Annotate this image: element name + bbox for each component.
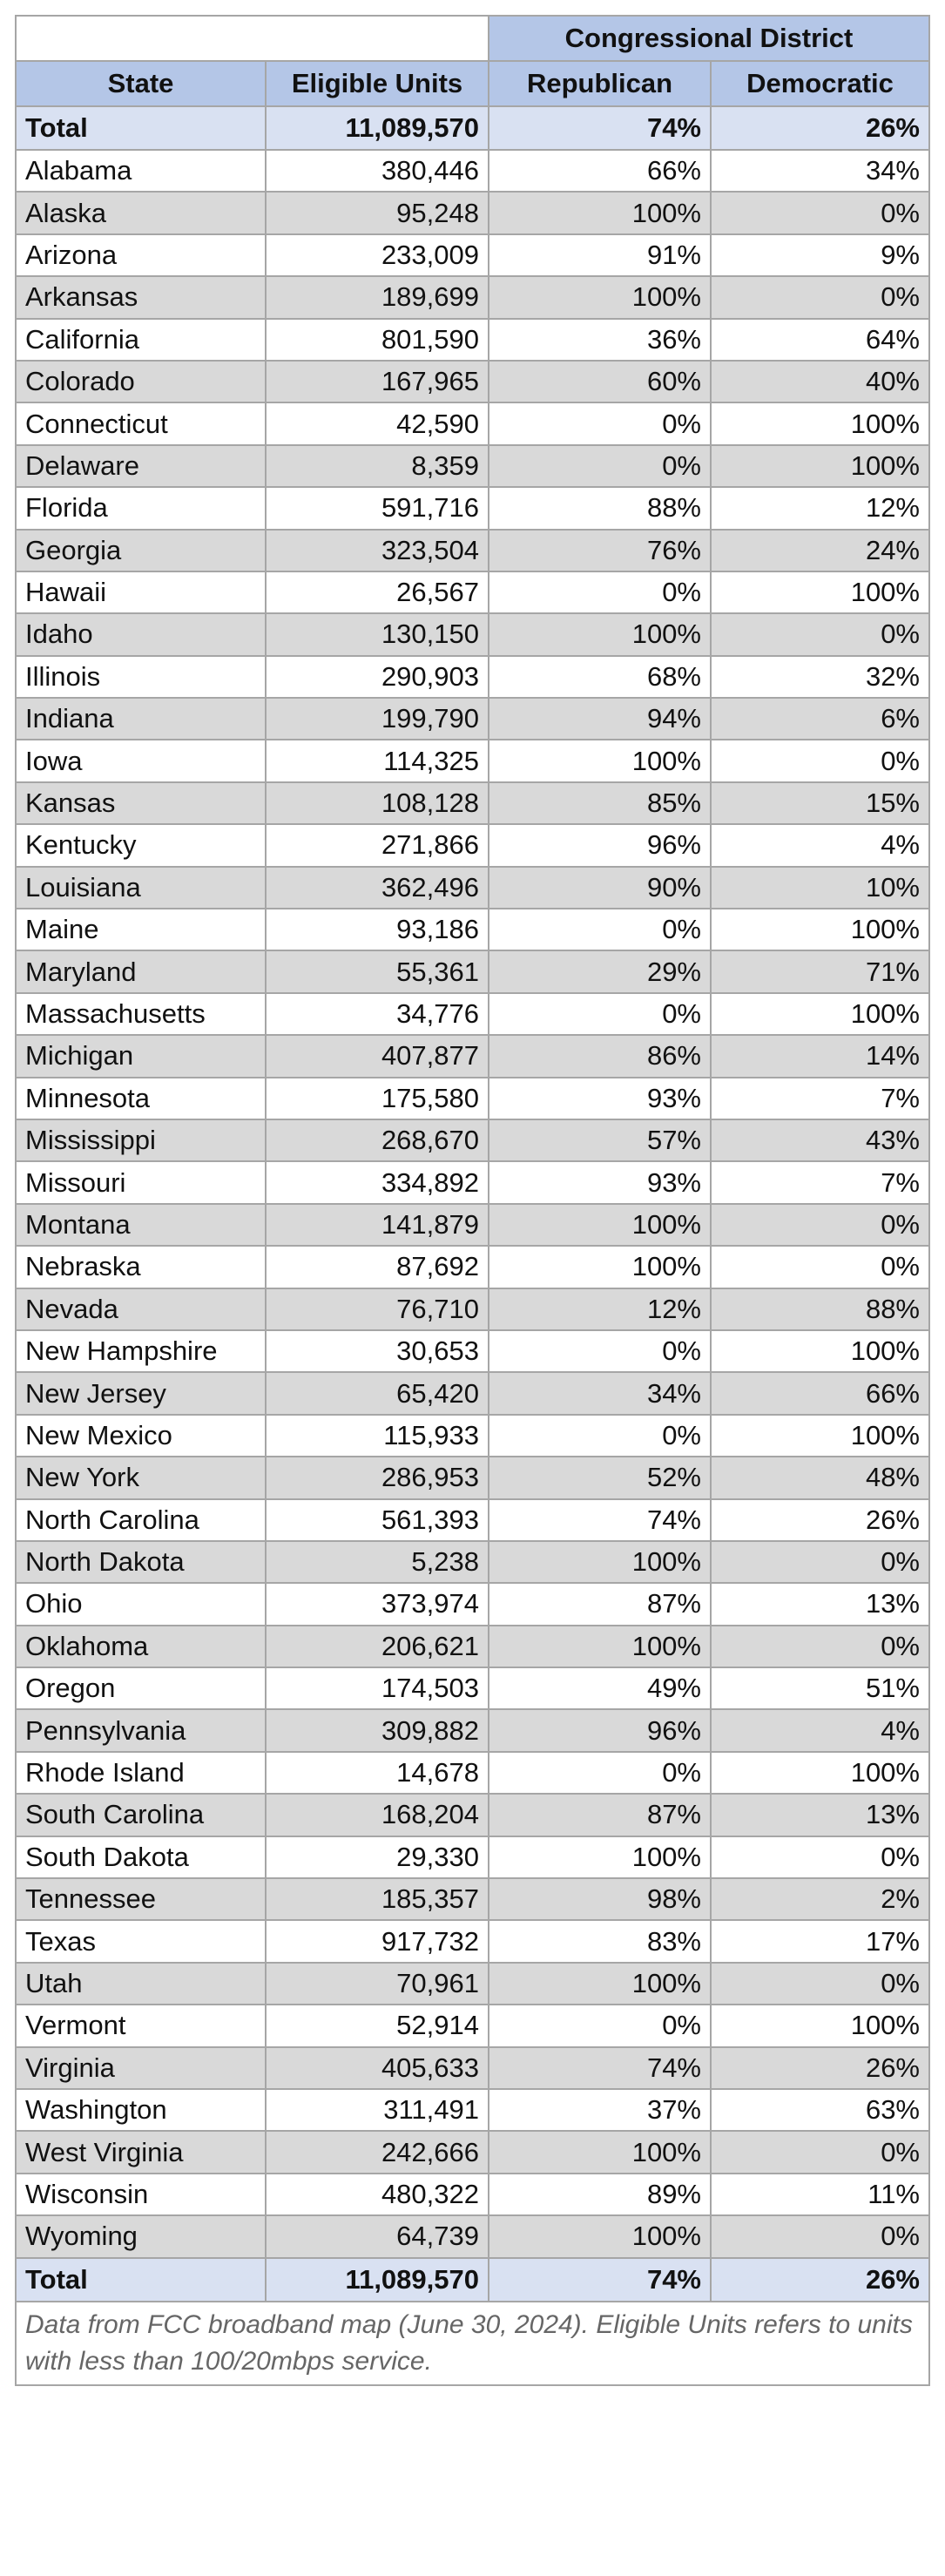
table-row xyxy=(16,1541,929,1583)
democratic-cell: 34% xyxy=(711,150,929,192)
democratic-cell: 66% xyxy=(711,1372,929,1414)
eligible-units-cell: 115,933 xyxy=(266,1415,489,1457)
republican-cell: 34% xyxy=(489,1372,711,1414)
state-cell: New York xyxy=(16,1457,266,1498)
democratic-cell: 63% xyxy=(711,2089,929,2131)
republican-cell: 0% xyxy=(489,909,711,950)
eligible-units-cell: 175,580 xyxy=(266,1078,489,1119)
total-democratic: 26% xyxy=(711,2258,929,2302)
republican-cell: 98% xyxy=(489,1878,711,1920)
democratic-cell: 2% xyxy=(711,1878,929,1920)
table-row xyxy=(16,1372,929,1414)
state-cell: California xyxy=(16,319,266,361)
republican-cell: 100% xyxy=(489,1541,711,1583)
total-label: Total xyxy=(16,2258,266,2302)
footnote-row xyxy=(16,2302,929,2385)
democratic-cell: 7% xyxy=(711,1078,929,1119)
table-row xyxy=(16,2089,929,2131)
state-cell: Wyoming xyxy=(16,2215,266,2257)
state-cell: Rhode Island xyxy=(16,1752,266,1794)
republican-cell: 52% xyxy=(489,1457,711,1498)
table-row xyxy=(16,571,929,613)
eligible-units-cell: 34,776 xyxy=(266,993,489,1035)
state-cell: South Carolina xyxy=(16,1794,266,1836)
table-row xyxy=(16,1836,929,1878)
eligible-units-cell: 52,914 xyxy=(266,2005,489,2046)
table-row xyxy=(16,1161,929,1203)
democratic-cell: 0% xyxy=(711,1626,929,1667)
state-cell: Indiana xyxy=(16,698,266,740)
state-cell: Washington xyxy=(16,2089,266,2131)
republican-cell: 89% xyxy=(489,2174,711,2215)
eligible-units-cell: 480,322 xyxy=(266,2174,489,2215)
total-democratic: 26% xyxy=(711,106,929,150)
democratic-cell: 100% xyxy=(711,909,929,950)
democratic-cell: 26% xyxy=(711,2047,929,2089)
democratic-cell: 24% xyxy=(711,530,929,571)
state-cell: Utah xyxy=(16,1963,266,2005)
republican-cell: 0% xyxy=(489,402,711,444)
table-row xyxy=(16,1204,929,1246)
republican-cell: 100% xyxy=(489,2215,711,2257)
eligible-units-cell: 199,790 xyxy=(266,698,489,740)
table-row xyxy=(16,1752,929,1794)
table-row xyxy=(16,2174,929,2215)
democratic-cell: 71% xyxy=(711,950,929,992)
republican-cell: 96% xyxy=(489,1709,711,1751)
state-cell: Nebraska xyxy=(16,1246,266,1288)
header-eligible-units: Eligible Units xyxy=(266,61,489,106)
state-cell: New Mexico xyxy=(16,1415,266,1457)
total-row-top xyxy=(16,106,929,150)
state-cell: Minnesota xyxy=(16,1078,266,1119)
state-cell: Oklahoma xyxy=(16,1626,266,1667)
table-row xyxy=(16,234,929,276)
democratic-cell: 14% xyxy=(711,1035,929,1077)
republican-cell: 91% xyxy=(489,234,711,276)
republican-cell: 100% xyxy=(489,1836,711,1878)
table-row xyxy=(16,698,929,740)
eligible-units-cell: 233,009 xyxy=(266,234,489,276)
eligible-units-cell: 242,666 xyxy=(266,2131,489,2173)
state-cell: Delaware xyxy=(16,445,266,487)
table-row xyxy=(16,824,929,866)
eligible-units-cell: 64,739 xyxy=(266,2215,489,2257)
state-cell: Virginia xyxy=(16,2047,266,2089)
table-row xyxy=(16,1499,929,1541)
state-cell: Montana xyxy=(16,1204,266,1246)
table-row xyxy=(16,950,929,992)
democratic-cell: 32% xyxy=(711,656,929,698)
eligible-units-cell: 380,446 xyxy=(266,150,489,192)
table-row xyxy=(16,1878,929,1920)
republican-cell: 100% xyxy=(489,1204,711,1246)
republican-cell: 0% xyxy=(489,2005,711,2046)
republican-cell: 66% xyxy=(489,150,711,192)
eligible-units-cell: 323,504 xyxy=(266,530,489,571)
republican-cell: 0% xyxy=(489,1330,711,1372)
republican-cell: 85% xyxy=(489,782,711,824)
democratic-cell: 0% xyxy=(711,1204,929,1246)
table-row xyxy=(16,192,929,233)
republican-cell: 12% xyxy=(489,1288,711,1330)
democratic-cell: 10% xyxy=(711,867,929,909)
table-row xyxy=(16,402,929,444)
eligible-units-cell: 591,716 xyxy=(266,487,489,529)
state-cell: Michigan xyxy=(16,1035,266,1077)
table-row xyxy=(16,740,929,781)
eligible-units-cell: 114,325 xyxy=(266,740,489,781)
table-row xyxy=(16,361,929,402)
democratic-cell: 100% xyxy=(711,402,929,444)
democratic-cell: 0% xyxy=(711,2215,929,2257)
democratic-cell: 0% xyxy=(711,1246,929,1288)
democratic-cell: 0% xyxy=(711,1963,929,2005)
republican-cell: 96% xyxy=(489,824,711,866)
broadband-eligibility-table xyxy=(15,15,930,2386)
table-row xyxy=(16,1078,929,1119)
eligible-units-cell: 174,503 xyxy=(266,1667,489,1709)
table-row xyxy=(16,530,929,571)
democratic-cell: 0% xyxy=(711,192,929,233)
republican-cell: 0% xyxy=(489,445,711,487)
democratic-cell: 100% xyxy=(711,1752,929,1794)
republican-cell: 74% xyxy=(489,2047,711,2089)
eligible-units-cell: 14,678 xyxy=(266,1752,489,1794)
table-row xyxy=(16,1667,929,1709)
table-row xyxy=(16,867,929,909)
eligible-units-cell: 167,965 xyxy=(266,361,489,402)
republican-cell: 94% xyxy=(489,698,711,740)
table-row xyxy=(16,445,929,487)
democratic-cell: 48% xyxy=(711,1457,929,1498)
table-row xyxy=(16,1119,929,1161)
state-cell: Louisiana xyxy=(16,867,266,909)
state-cell: Missouri xyxy=(16,1161,266,1203)
table-row xyxy=(16,656,929,698)
state-cell: New Jersey xyxy=(16,1372,266,1414)
header-state: State xyxy=(16,61,266,106)
table-row xyxy=(16,1415,929,1457)
democratic-cell: 12% xyxy=(711,487,929,529)
democratic-cell: 13% xyxy=(711,1583,929,1625)
table-row xyxy=(16,1920,929,1962)
state-cell: Connecticut xyxy=(16,402,266,444)
eligible-units-cell: 30,653 xyxy=(266,1330,489,1372)
republican-cell: 100% xyxy=(489,1963,711,2005)
eligible-units-cell: 55,361 xyxy=(266,950,489,992)
eligible-units-cell: 95,248 xyxy=(266,192,489,233)
republican-cell: 100% xyxy=(489,740,711,781)
total-units: 11,089,570 xyxy=(266,2258,489,2302)
total-units: 11,089,570 xyxy=(266,106,489,150)
table-row xyxy=(16,276,929,318)
table-row xyxy=(16,613,929,655)
eligible-units-cell: 93,186 xyxy=(266,909,489,950)
republican-cell: 93% xyxy=(489,1078,711,1119)
table-row xyxy=(16,1794,929,1836)
democratic-cell: 88% xyxy=(711,1288,929,1330)
eligible-units-cell: 26,567 xyxy=(266,571,489,613)
eligible-units-cell: 801,590 xyxy=(266,319,489,361)
header-republican: Republican xyxy=(489,61,711,106)
state-cell: Vermont xyxy=(16,2005,266,2046)
democratic-cell: 0% xyxy=(711,2131,929,2173)
republican-cell: 60% xyxy=(489,361,711,402)
state-cell: Hawaii xyxy=(16,571,266,613)
state-cell: Arizona xyxy=(16,234,266,276)
democratic-cell: 4% xyxy=(711,1709,929,1751)
state-cell: Massachusetts xyxy=(16,993,266,1035)
democratic-cell: 26% xyxy=(711,1499,929,1541)
republican-cell: 87% xyxy=(489,1794,711,1836)
total-republican: 74% xyxy=(489,106,711,150)
eligible-units-cell: 405,633 xyxy=(266,2047,489,2089)
republican-cell: 74% xyxy=(489,1499,711,1541)
header-group-label: Congressional District xyxy=(489,16,929,61)
democratic-cell: 100% xyxy=(711,1415,929,1457)
eligible-units-cell: 271,866 xyxy=(266,824,489,866)
header-columns-row xyxy=(16,61,929,106)
democratic-cell: 7% xyxy=(711,1161,929,1203)
state-cell: South Dakota xyxy=(16,1836,266,1878)
democratic-cell: 17% xyxy=(711,1920,929,1962)
state-cell: Nevada xyxy=(16,1288,266,1330)
eligible-units-cell: 87,692 xyxy=(266,1246,489,1288)
republican-cell: 36% xyxy=(489,319,711,361)
table-row xyxy=(16,1246,929,1288)
table-row xyxy=(16,993,929,1035)
table-row xyxy=(16,2047,929,2089)
eligible-units-cell: 70,961 xyxy=(266,1963,489,2005)
table-row xyxy=(16,1583,929,1625)
state-cell: North Carolina xyxy=(16,1499,266,1541)
eligible-units-cell: 917,732 xyxy=(266,1920,489,1962)
eligible-units-cell: 8,359 xyxy=(266,445,489,487)
democratic-cell: 0% xyxy=(711,276,929,318)
state-cell: Iowa xyxy=(16,740,266,781)
table-row xyxy=(16,1963,929,2005)
state-cell: West Virginia xyxy=(16,2131,266,2173)
eligible-units-cell: 206,621 xyxy=(266,1626,489,1667)
table-row xyxy=(16,782,929,824)
table-row xyxy=(16,2005,929,2046)
eligible-units-cell: 268,670 xyxy=(266,1119,489,1161)
table-row xyxy=(16,1035,929,1077)
table-row xyxy=(16,1457,929,1498)
table-row xyxy=(16,1288,929,1330)
republican-cell: 83% xyxy=(489,1920,711,1962)
eligible-units-cell: 407,877 xyxy=(266,1035,489,1077)
table-row xyxy=(16,319,929,361)
table-row xyxy=(16,150,929,192)
democratic-cell: 4% xyxy=(711,824,929,866)
eligible-units-cell: 108,128 xyxy=(266,782,489,824)
total-row-bottom xyxy=(16,2258,929,2302)
state-cell: Maine xyxy=(16,909,266,950)
state-cell: Idaho xyxy=(16,613,266,655)
table-row xyxy=(16,487,929,529)
democratic-cell: 64% xyxy=(711,319,929,361)
republican-cell: 100% xyxy=(489,613,711,655)
republican-cell: 90% xyxy=(489,867,711,909)
state-cell: Oregon xyxy=(16,1667,266,1709)
state-cell: Mississippi xyxy=(16,1119,266,1161)
democratic-cell: 11% xyxy=(711,2174,929,2215)
democratic-cell: 40% xyxy=(711,361,929,402)
state-cell: Florida xyxy=(16,487,266,529)
state-cell: Wisconsin xyxy=(16,2174,266,2215)
header-group-row xyxy=(16,16,929,61)
table-row xyxy=(16,1626,929,1667)
democratic-cell: 0% xyxy=(711,1836,929,1878)
eligible-units-cell: 65,420 xyxy=(266,1372,489,1414)
eligible-units-cell: 311,491 xyxy=(266,2089,489,2131)
republican-cell: 87% xyxy=(489,1583,711,1625)
table-row xyxy=(16,1330,929,1372)
eligible-units-cell: 286,953 xyxy=(266,1457,489,1498)
state-cell: Kentucky xyxy=(16,824,266,866)
eligible-units-cell: 185,357 xyxy=(266,1878,489,1920)
democratic-cell: 0% xyxy=(711,1541,929,1583)
democratic-cell: 0% xyxy=(711,613,929,655)
republican-cell: 0% xyxy=(489,1415,711,1457)
eligible-units-cell: 309,882 xyxy=(266,1709,489,1751)
republican-cell: 100% xyxy=(489,1246,711,1288)
state-cell: New Hampshire xyxy=(16,1330,266,1372)
eligible-units-cell: 561,393 xyxy=(266,1499,489,1541)
republican-cell: 88% xyxy=(489,487,711,529)
state-cell: North Dakota xyxy=(16,1541,266,1583)
democratic-cell: 6% xyxy=(711,698,929,740)
republican-cell: 0% xyxy=(489,993,711,1035)
eligible-units-cell: 362,496 xyxy=(266,867,489,909)
democratic-cell: 15% xyxy=(711,782,929,824)
header-blank-cell xyxy=(16,16,489,61)
eligible-units-cell: 373,974 xyxy=(266,1583,489,1625)
broadband-table-container xyxy=(15,15,928,2386)
eligible-units-cell: 130,150 xyxy=(266,613,489,655)
democratic-cell: 100% xyxy=(711,445,929,487)
republican-cell: 76% xyxy=(489,530,711,571)
eligible-units-cell: 5,238 xyxy=(266,1541,489,1583)
state-cell: Maryland xyxy=(16,950,266,992)
footnote: Data from FCC broadband map (June 30, 2024). Eligible Units refers to units with less than 100/20mbps service. xyxy=(16,2302,929,2385)
democratic-cell: 100% xyxy=(711,993,929,1035)
table-row xyxy=(16,1709,929,1751)
republican-cell: 0% xyxy=(489,1752,711,1794)
republican-cell: 57% xyxy=(489,1119,711,1161)
eligible-units-cell: 76,710 xyxy=(266,1288,489,1330)
republican-cell: 68% xyxy=(489,656,711,698)
republican-cell: 100% xyxy=(489,1626,711,1667)
table-row xyxy=(16,2131,929,2173)
eligible-units-cell: 141,879 xyxy=(266,1204,489,1246)
state-cell: Georgia xyxy=(16,530,266,571)
state-cell: Colorado xyxy=(16,361,266,402)
republican-cell: 100% xyxy=(489,276,711,318)
republican-cell: 37% xyxy=(489,2089,711,2131)
eligible-units-cell: 290,903 xyxy=(266,656,489,698)
state-cell: Arkansas xyxy=(16,276,266,318)
state-cell: Ohio xyxy=(16,1583,266,1625)
eligible-units-cell: 189,699 xyxy=(266,276,489,318)
democratic-cell: 100% xyxy=(711,1330,929,1372)
eligible-units-cell: 168,204 xyxy=(266,1794,489,1836)
total-republican: 74% xyxy=(489,2258,711,2302)
republican-cell: 86% xyxy=(489,1035,711,1077)
democratic-cell: 43% xyxy=(711,1119,929,1161)
republican-cell: 49% xyxy=(489,1667,711,1709)
republican-cell: 100% xyxy=(489,2131,711,2173)
eligible-units-cell: 334,892 xyxy=(266,1161,489,1203)
republican-cell: 93% xyxy=(489,1161,711,1203)
table-row xyxy=(16,909,929,950)
state-cell: Alaska xyxy=(16,192,266,233)
state-cell: Illinois xyxy=(16,656,266,698)
state-cell: Alabama xyxy=(16,150,266,192)
democratic-cell: 100% xyxy=(711,571,929,613)
democratic-cell: 9% xyxy=(711,234,929,276)
eligible-units-cell: 29,330 xyxy=(266,1836,489,1878)
header-democratic: Democratic xyxy=(711,61,929,106)
state-cell: Kansas xyxy=(16,782,266,824)
democratic-cell: 0% xyxy=(711,740,929,781)
state-cell: Texas xyxy=(16,1920,266,1962)
democratic-cell: 51% xyxy=(711,1667,929,1709)
total-label: Total xyxy=(16,106,266,150)
republican-cell: 100% xyxy=(489,192,711,233)
republican-cell: 29% xyxy=(489,950,711,992)
eligible-units-cell: 42,590 xyxy=(266,402,489,444)
table-row xyxy=(16,2215,929,2257)
state-cell: Pennsylvania xyxy=(16,1709,266,1751)
democratic-cell: 100% xyxy=(711,2005,929,2046)
republican-cell: 0% xyxy=(489,571,711,613)
democratic-cell: 13% xyxy=(711,1794,929,1836)
state-cell: Tennessee xyxy=(16,1878,266,1920)
